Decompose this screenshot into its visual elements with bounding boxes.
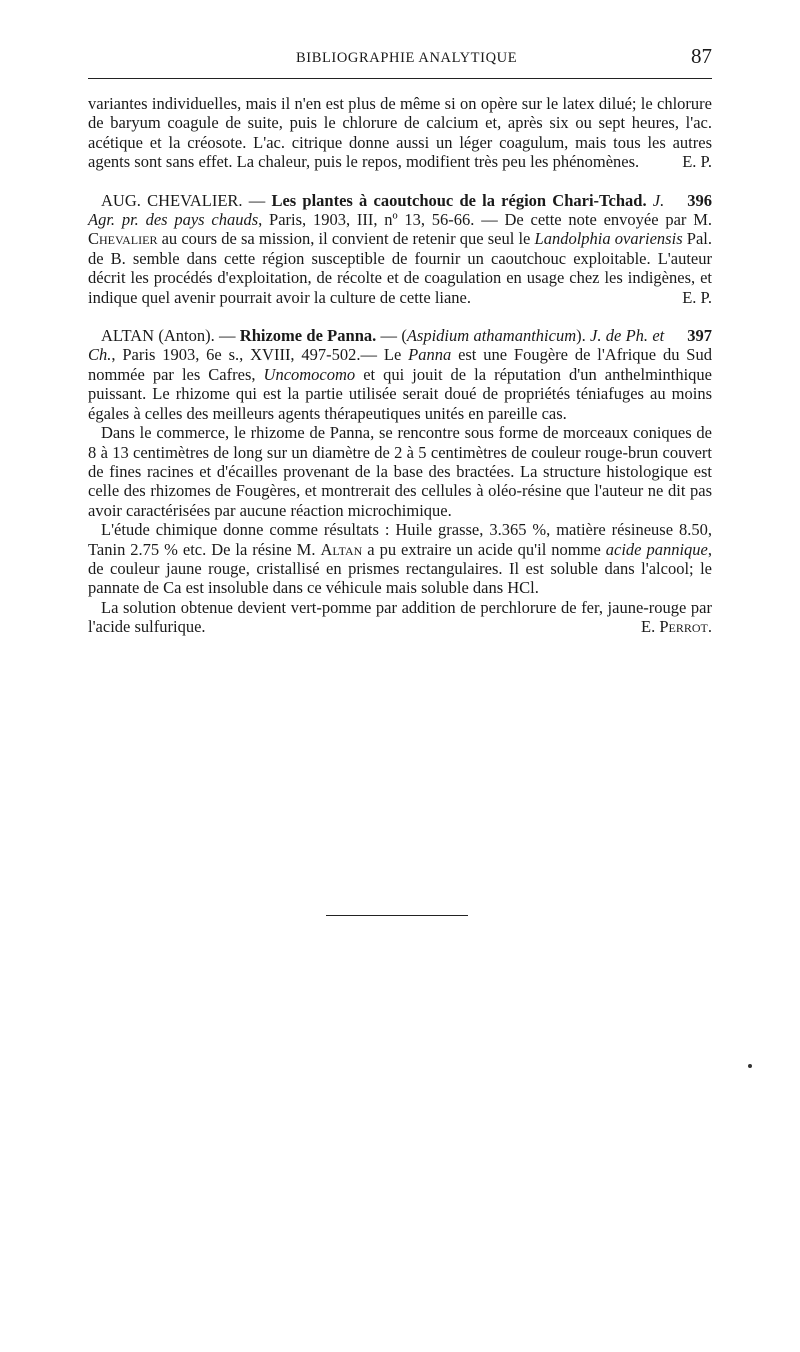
paragraph: La solution obtenue devient vert-pomme par addition de perchlorure de fer, jaune-rouge par l'acide sulfurique. E. Perrot. bbox=[88, 597, 712, 637]
signature: E. P. bbox=[682, 287, 712, 307]
signature: E. Perrot. bbox=[641, 617, 712, 637]
paragraph: Dans le commerce, le rhizome de Panna, se rencontre sous forme de morceaux coniques de 8 à 13 centimètres de long sur un diamètre de 2 à 5 centimètres de couleur rouge-brun couvert de fines racines et d'écailles provenant de la base des bractées. La structure histologique est celle des rhizomes de Fougères, et montrerait des cellules à oléo-résine que l'auteur ne dit pas avoir caractérisées par aucune réaction microchimique. bbox=[88, 423, 712, 520]
ink-speck bbox=[748, 1064, 752, 1068]
running-title: BIBLIOGRAPHIE ANALYTIQUE bbox=[296, 50, 518, 66]
entry-author: ALTAN (Anton). bbox=[101, 326, 215, 346]
header-rule bbox=[88, 78, 712, 79]
journal-title: J. de Ph. et Ch. bbox=[88, 326, 665, 365]
entry-author: AUG. CHEVALIER. bbox=[101, 190, 243, 210]
end-rule bbox=[326, 915, 468, 916]
journal-title: J. Agr. pr. des pays chauds bbox=[88, 190, 665, 230]
body-text bbox=[88, 94, 712, 637]
entry-number: 397 bbox=[687, 326, 712, 346]
entry-397: 397 ALTAN (Anton). — Rhizome de Panna. — (Aspidium athamanthicum). J. de Ph. et Ch., Paris 1903, 6e s., XVIII, 497-502.— Le Panna est une Fougère de l'Afrique du Sud nommée par les Cafres, Uncomocomo et qui jouit de la réputation d'un anthelminthique puissant. Le rhizome qui est la partie utilisée serait doué de propriétés téniafuges au moins égales à celles des meilleurs agents thérapeutiques unités en pareille cas. bbox=[88, 326, 712, 423]
entry-396: 396 AUG. CHEVALIER. — Les plantes à caoutchouc de la région Chari-Tchad. J. Agr. pr. des pays chauds, Paris, 1903, III, nº 13, 56-66. — De cette note envoyée par M. Chevalier au cours de sa mission, il convient de retenir que seul le Landolphia ovariensis Pal. de B. semble dans cette région susceptible de fournir un caoutchouc exploitable. L'auteur décrit les procédés d'exploitation, de récolte et de coagulation en usage chez les indigènes, et indique quel avenir pourrait avoir la culture de cette liane. E. P. bbox=[88, 190, 712, 307]
paragraph: L'étude chimique donne comme résultats : Huile grasse, 3.365 %, matière résineuse 8.50, Tanin 2.75 % etc. De la résine M. Altan a pu extraire un acide qu'il nomme acide pannique, de couleur jaune rouge, cristallisé en prismes rectangulaires. Il est soluble dans l'alcool; le pannate de Ca est insoluble dans ce véhicule mais soluble dans HCl. bbox=[88, 520, 713, 598]
page-number: 87 bbox=[691, 44, 712, 68]
signature: E. P. bbox=[682, 152, 712, 172]
continuation-paragraph: variantes individuelles, mais il n'en est plus de même si on opère sur le latex dilué; le chlorure de baryum coagule de suite, puis le chlorure de calcium et, après six ou sept heures, l'ac. acétique et la créosote. L'ac. citrique donne aussi un léger coagulum, mais tous les autres agents sont sans effet. La chaleur, puis le repos, modifient très peu les phénomènes. E. P. bbox=[88, 94, 712, 172]
page-header bbox=[88, 44, 712, 74]
entry-title: Les plantes à caoutchouc de la région Chari-Tchad. bbox=[271, 190, 647, 210]
entry-title: Rhizome de Panna. bbox=[239, 326, 377, 346]
entry-number: 396 bbox=[687, 190, 712, 210]
